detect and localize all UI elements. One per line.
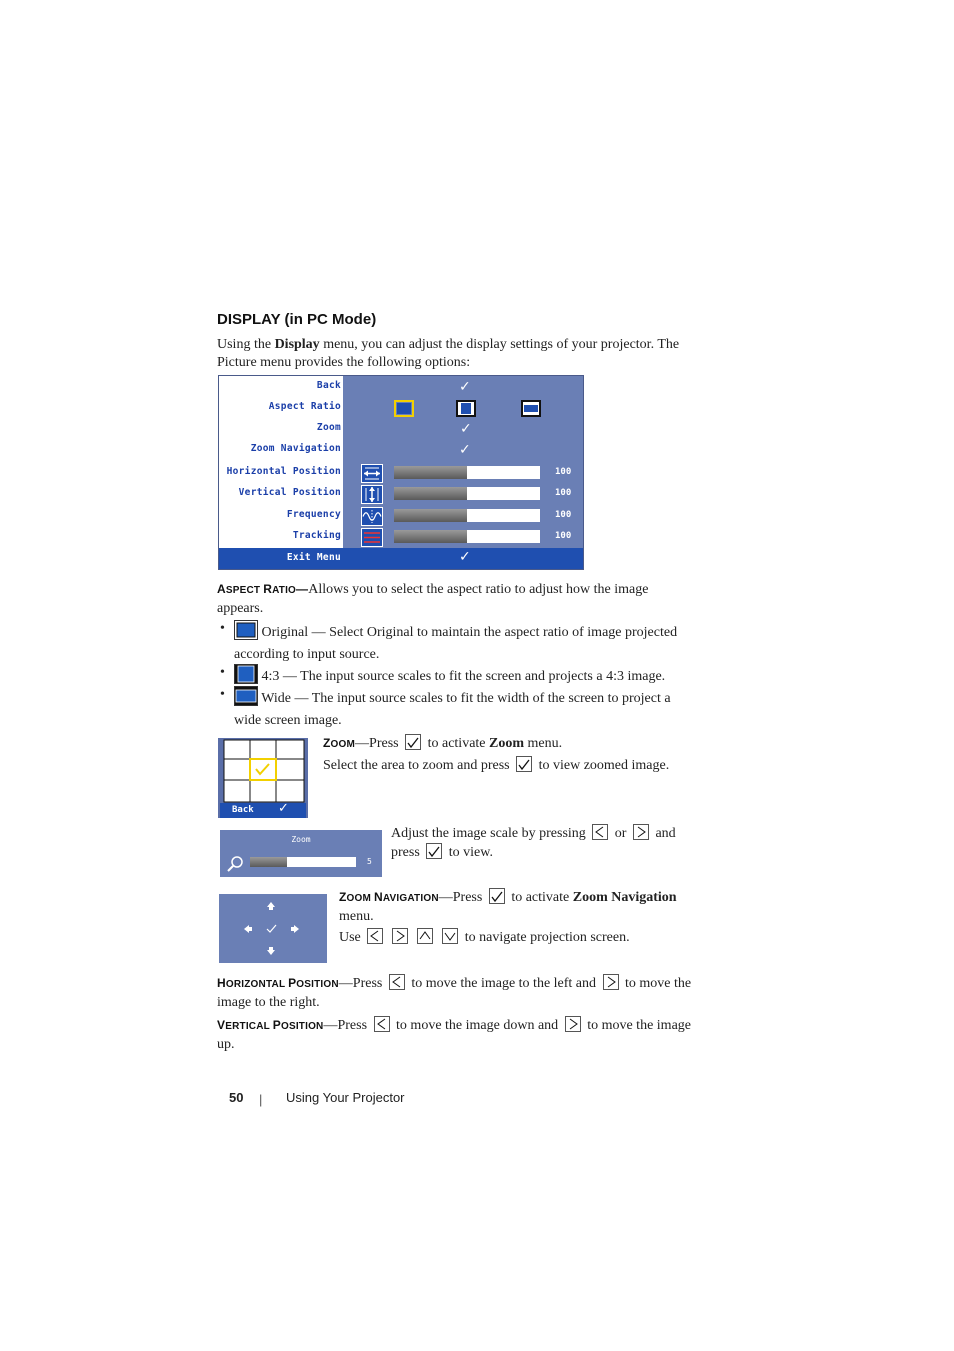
osd-row-aspect-ratio[interactable] <box>219 398 583 418</box>
osd-row-back[interactable] <box>219 377 583 397</box>
intro-text-2: Picture menu provides the following options: <box>217 355 471 370</box>
left-arrow-key-icon <box>367 928 383 944</box>
zoom-navigation-use: Use to navigate projection screen. <box>339 930 630 945</box>
slider-fill <box>394 530 467 543</box>
osd-row-vertical-position[interactable] <box>219 484 583 504</box>
zoom-grid-screen <box>218 738 308 818</box>
osd-label: Zoom Navigation <box>250 443 341 454</box>
slider-value: 100 <box>555 531 572 541</box>
osd-label: Frequency <box>286 509 341 520</box>
intro-text: Using the <box>217 337 275 352</box>
zoom-value: 5 <box>367 857 372 866</box>
vertical-position-slider[interactable] <box>394 487 540 500</box>
osd-row-zoom-navigation[interactable] <box>219 440 583 460</box>
osd-row-tracking[interactable] <box>219 527 583 547</box>
aspect-wide-icon[interactable] <box>521 400 541 417</box>
horizontal-position-term: HORIZONTAL POSITION <box>217 976 339 990</box>
intro-text-rest: menu, you can adjust the display settings of your projector. The <box>319 337 680 352</box>
zoom-navigation-paragraph: ZOOM NAVIGATION—Press to activate Zoom Navigation menu. <box>339 890 677 924</box>
right-arrow-key-icon <box>603 974 619 990</box>
osd-label: Tracking <box>292 530 341 541</box>
zoom-paragraph: ZOOM—Press to activate Zoom menu. <box>323 736 563 751</box>
aspect-original-icon[interactable] <box>394 400 414 417</box>
bullet-dot: • <box>220 621 225 636</box>
check-icon: ✓ <box>459 442 471 458</box>
slider-value: 100 <box>555 467 572 477</box>
osd-label: Horizontal Position <box>226 466 341 477</box>
osd-label: Aspect Ratio <box>268 401 341 412</box>
slider-value: 100 <box>555 488 572 498</box>
check-icon: ✓ <box>278 801 289 816</box>
horizontal-position-paragraph: HORIZONTAL POSITION—Press to move the image to the left and to move the image to the right. <box>217 976 692 1010</box>
aspect-wide-icon <box>234 686 258 712</box>
osd-row-zoom[interactable] <box>219 419 583 439</box>
zoom-scale-paragraph: Adjust the image scale by pressing or and press to view. <box>391 826 676 860</box>
vertical-position-icon <box>361 485 383 504</box>
aspect-ratio-paragraph <box>217 580 717 618</box>
left-arrow-key-icon <box>374 1016 390 1032</box>
osd-label: Vertical Position <box>238 487 341 498</box>
intro-bold: Display <box>274 337 320 352</box>
bullet-dot: • <box>220 665 225 680</box>
slider-value: 100 <box>555 510 572 520</box>
display-osd-menu <box>218 375 584 570</box>
up-arrow-key-icon <box>417 928 433 944</box>
enter-key-icon <box>516 756 532 772</box>
zoom-slider[interactable] <box>250 857 356 867</box>
aspect-4-3-icon[interactable] <box>456 400 476 417</box>
horizontal-position-slider[interactable] <box>394 466 540 479</box>
horizontal-position-icon <box>361 464 383 483</box>
aspect-desc: Allows you to select the aspect ratio to adjust how the image <box>308 582 649 597</box>
aspect-ratio-term: ASPECT RATIO— <box>217 582 309 596</box>
osd-label: Zoom <box>316 422 341 433</box>
check-icon: ✓ <box>459 549 471 565</box>
left-arrow-key-icon <box>592 824 608 840</box>
down-arrow-key-icon <box>442 928 458 944</box>
enter-key-icon <box>489 888 505 904</box>
zoom-scale-bar <box>220 830 382 877</box>
osd-label: Exit Menu <box>286 552 341 563</box>
magnifier-icon <box>226 854 246 874</box>
zoom-term: ZOOM <box>323 736 356 750</box>
vertical-position-term: VERTICAL POSITION <box>217 1018 324 1032</box>
tracking-icon <box>361 528 383 547</box>
enter-key-icon <box>426 843 442 859</box>
aspect-original-icon <box>234 620 258 646</box>
slider-fill <box>394 466 467 479</box>
page-number: 50 <box>229 1090 244 1105</box>
check-icon: ✓ <box>460 421 472 437</box>
zoom-navigation-term: ZOOM NAVIGATION <box>339 890 439 904</box>
right-arrow-key-icon <box>392 928 408 944</box>
osd-row-frequency[interactable] <box>219 506 583 526</box>
frequency-icon <box>361 507 383 526</box>
tracking-slider[interactable] <box>394 530 540 543</box>
vertical-position-paragraph: VERTICAL POSITION—Press to move the image down and to move the image up. <box>217 1018 691 1052</box>
zoom-paragraph-2: Select the area to zoom and press to view zoomed image. <box>323 758 670 773</box>
zoom-navigation-screen <box>219 894 327 963</box>
section-title: DISPLAY (in PC Mode) <box>217 311 377 328</box>
grid-back-label[interactable]: Back <box>232 805 254 815</box>
enter-key-icon <box>405 734 421 750</box>
slider-fill <box>394 487 467 500</box>
left-arrow-key-icon <box>389 974 405 990</box>
osd-row-exit-menu[interactable] <box>219 548 583 569</box>
bullet-dot: • <box>220 687 225 702</box>
zoom-bar-title: Zoom <box>291 835 311 844</box>
aspect-desc-2: appears. <box>217 601 264 616</box>
footer-chapter: Using Your Projector <box>286 1090 405 1105</box>
slider-fill <box>394 509 467 522</box>
osd-label: Back <box>316 380 341 391</box>
footer-separator: | <box>259 1092 263 1107</box>
osd-row-horizontal-position[interactable] <box>219 463 583 483</box>
frequency-slider[interactable] <box>394 509 540 522</box>
check-icon: ✓ <box>459 379 471 395</box>
zoom-slider-fill <box>250 857 287 867</box>
right-arrow-key-icon <box>633 824 649 840</box>
intro-paragraph <box>217 336 717 372</box>
right-arrow-key-icon <box>565 1016 581 1032</box>
